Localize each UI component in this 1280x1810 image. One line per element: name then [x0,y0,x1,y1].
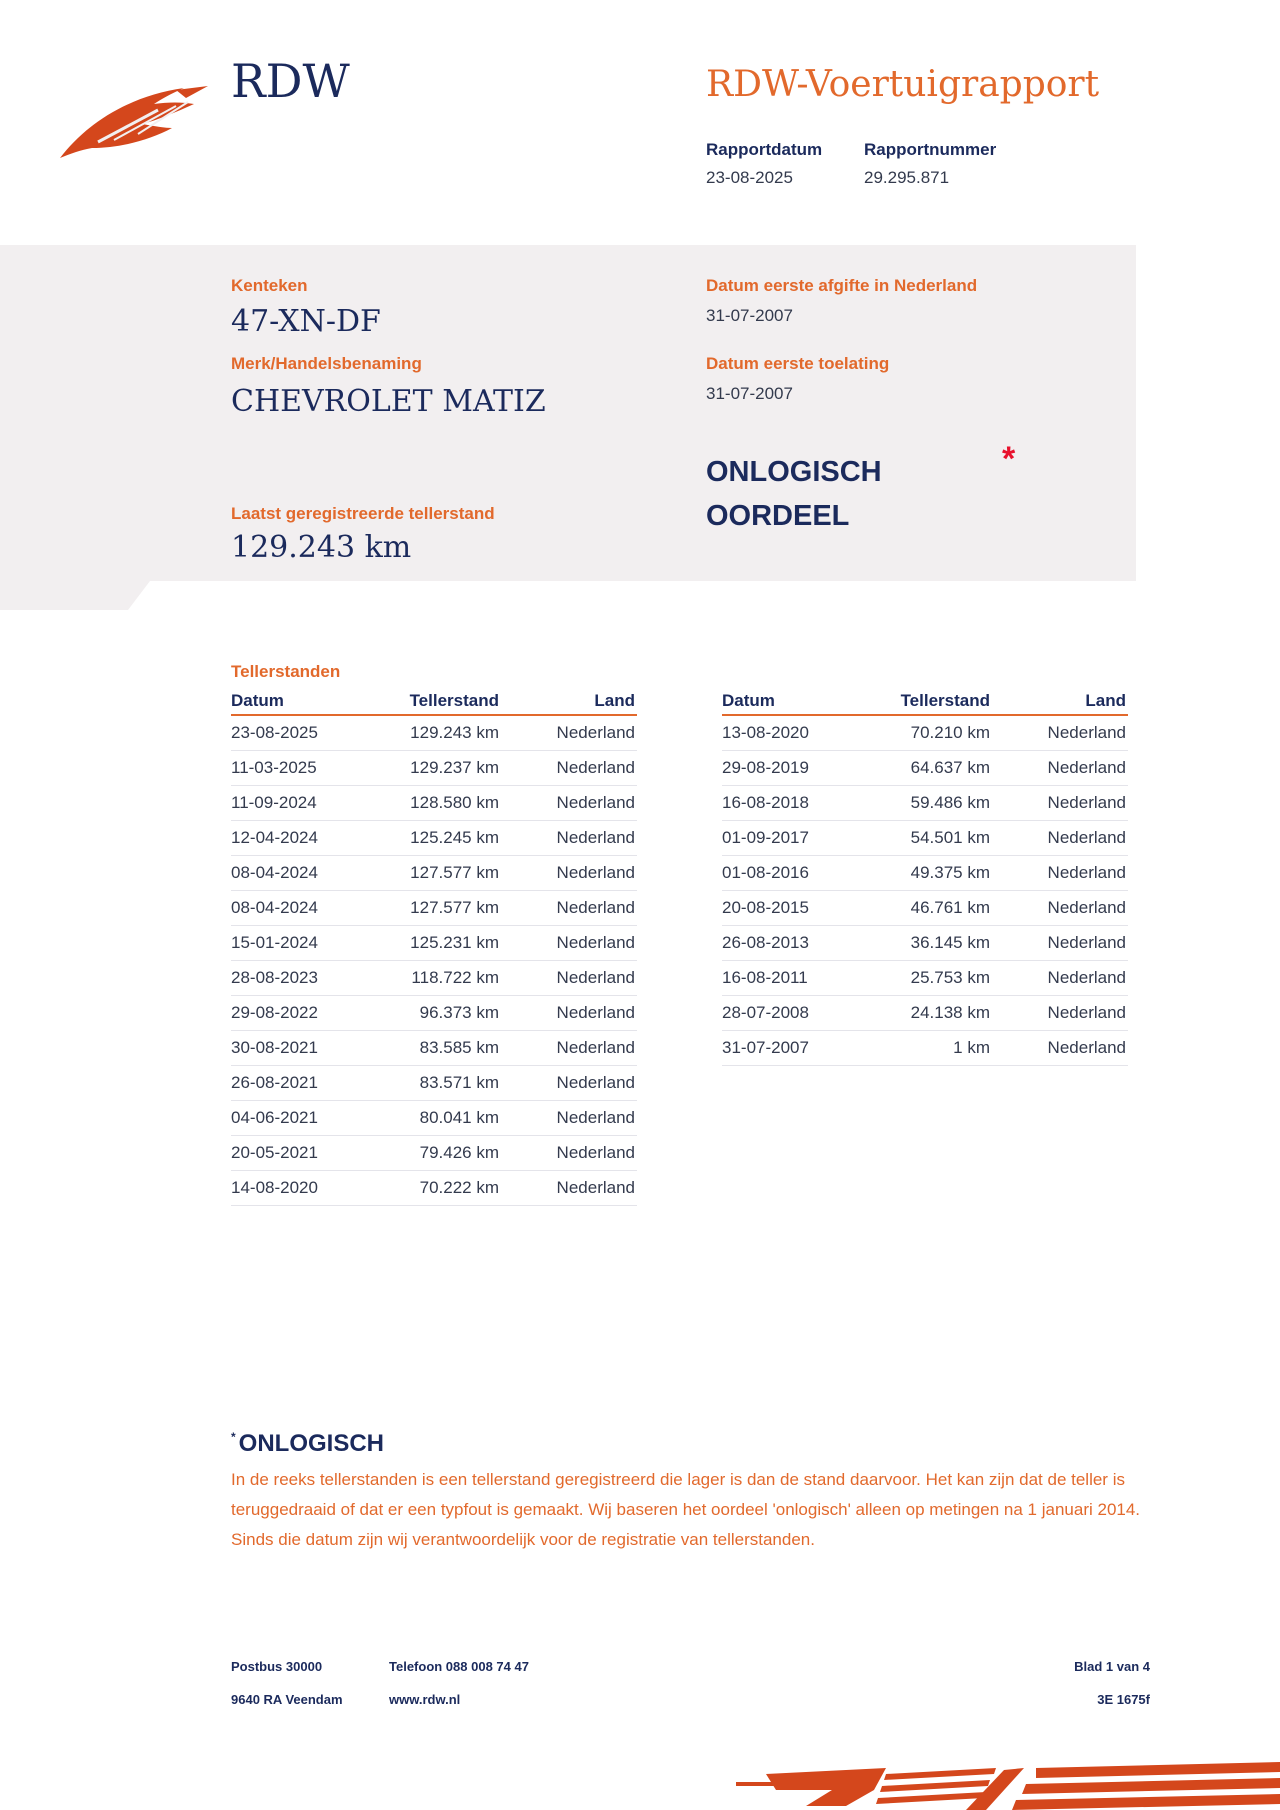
table-header [231,690,637,716]
cell-date: 20-05-2021 [231,1143,318,1162]
odometer-label: Laatst geregistreerde tellerstand [231,504,495,523]
cell-reading: 64.637 km [910,758,990,777]
cell-country: Nederland [556,863,635,882]
cell-reading: 54.501 km [910,828,990,847]
cell-date: 28-07-2008 [722,1003,809,1022]
cell-reading: 125.245 km [410,828,499,847]
table-row [722,856,1128,891]
readings-title: Tellerstanden [231,662,341,681]
make-label: Merk/Handelsbenaming [231,354,422,373]
cell-country: Nederland [1047,863,1126,882]
cell-date: 16-08-2018 [722,793,809,812]
report-title: RDW-Voertuigrapport [706,64,1100,105]
table-row [231,1136,637,1171]
cell-reading: 46.761 km [910,898,990,917]
cell-date: 14-08-2020 [231,1178,318,1197]
cell-date: 01-08-2016 [722,863,809,882]
plate-label: Kenteken [231,276,308,295]
cell-date: 11-03-2025 [231,758,317,777]
cell-country: Nederland [1047,723,1126,742]
plate-value: 47-XN-DF [231,304,381,339]
cell-country: Nederland [556,1003,635,1022]
table-row [231,1066,637,1101]
col-reading: Tellerstand [409,691,499,710]
table-row [231,716,637,751]
cell-reading: 36.145 km [910,933,990,952]
col-country: Land [1085,691,1126,710]
make-value: CHEVROLET MATIZ [231,384,546,419]
cell-country: Nederland [556,1108,635,1127]
table-row [231,856,637,891]
cell-country: Nederland [556,933,635,952]
rdw-feather-logo-icon [58,80,210,162]
table-row [722,1031,1128,1066]
footer-page: Blad 1 van 4 [1074,1659,1150,1674]
brand-name: RDW [231,54,350,108]
report-date: 23-08-2025 [706,168,793,187]
table-row [722,751,1128,786]
footer-website[interactable]: www.rdw.nl [389,1692,461,1707]
cell-reading: 127.577 km [410,898,499,917]
table-header [722,690,1128,716]
cell-country: Nederland [1047,828,1126,847]
cell-date: 23-08-2025 [231,723,318,742]
cell-reading: 125.231 km [410,933,499,952]
verdict-star: * [1002,440,1016,478]
table-row [231,786,637,821]
note-title [231,1430,384,1458]
report-number: 29.295.871 [864,168,950,187]
odometer-value: 129.243 km [231,530,412,565]
table-row [722,716,1128,751]
cell-date: 29-08-2022 [231,1003,318,1022]
cell-reading: 118.722 km [411,968,499,987]
table-row [722,821,1128,856]
cell-date: 31-07-2007 [722,1038,809,1057]
cell-date: 12-04-2024 [231,828,318,847]
cell-country: Nederland [1047,968,1126,987]
table-row [231,1101,637,1136]
cell-country: Nederland [1047,793,1126,812]
cell-reading: 83.571 km [419,1073,499,1092]
cell-date: 28-08-2023 [231,968,318,987]
col-date: Datum [722,691,775,710]
table-row [231,1031,637,1066]
cell-date: 08-04-2024 [231,863,318,882]
cell-reading: 79.426 km [419,1143,499,1162]
cell-reading: 129.237 km [410,758,499,777]
cell-date: 11-09-2024 [231,793,317,812]
cell-country: Nederland [556,723,635,742]
table-row [231,961,637,996]
cell-date: 26-08-2013 [722,933,809,952]
col-country: Land [594,691,635,710]
rdw-stripes-logo-icon [736,1760,1280,1810]
cell-country: Nederland [556,828,635,847]
note-text: In de reeks tellerstanden is een tellerstand geregistreerd die lager is dan de stand daarvoor. Het kan zijn dat de teller is teruggedraaid of dat er een typfout is gemaakt. Wij baseren het oordeel 'onlogisch' alleen op metingen na 1 januari 2014. Sinds die datum zijn wij verantwoordelijk voor de registratie van tellerstanden. [231,1470,1141,1549]
cell-date: 15-01-2024 [231,933,318,952]
cell-country: Nederland [1047,898,1126,917]
table-row [722,961,1128,996]
cell-country: Nederland [556,758,635,777]
cell-date: 26-08-2021 [231,1073,318,1092]
footer-code: 3E 1675f [1097,1692,1150,1707]
cell-date: 30-08-2021 [231,1038,318,1057]
col-reading: Tellerstand [900,691,990,710]
footer-city: 9640 RA Veendam [231,1692,343,1707]
cell-date: 16-08-2011 [722,968,808,987]
cell-reading: 49.375 km [910,863,990,882]
table-row [231,891,637,926]
cell-country: Nederland [556,1038,635,1057]
first-admission-value: 31-07-2007 [706,384,793,403]
table-row [231,996,637,1031]
cell-country: Nederland [1047,1038,1126,1057]
cell-country: Nederland [556,1178,635,1197]
col-date: Datum [231,691,284,710]
cell-date: 08-04-2024 [231,898,318,917]
verdict-line-2: OORDEEL [706,500,850,532]
cell-reading: 129.243 km [410,723,499,742]
verdict [706,450,882,538]
cell-date: 20-08-2015 [722,898,809,917]
cell-country: Nederland [556,1143,635,1162]
summary-band [0,245,1136,610]
cell-country: Nederland [556,1073,635,1092]
verdict-line-1: ONLOGISCH [706,456,882,488]
first-admission-label: Datum eerste toelating [706,354,890,373]
note-marker: * [231,1430,236,1444]
cell-reading: 1 km [953,1038,990,1057]
cell-reading: 80.041 km [419,1108,499,1127]
cell-date: 01-09-2017 [722,828,809,847]
cell-reading: 96.373 km [419,1003,499,1022]
footer-postbus: Postbus 30000 [231,1659,323,1674]
cell-country: Nederland [1047,758,1126,777]
table-row [231,926,637,961]
table-row [231,1171,637,1206]
cell-country: Nederland [556,898,635,917]
cell-reading: 128.580 km [410,793,499,812]
cell-reading: 25.753 km [910,968,990,987]
cell-reading: 127.577 km [410,863,499,882]
note-title-text: ONLOGISCH [238,1430,385,1457]
readings-table-right [722,690,1128,1066]
cell-reading: 24.138 km [910,1003,990,1022]
table-row [231,821,637,856]
cell-reading: 70.222 km [419,1178,499,1197]
table-row [722,786,1128,821]
report-number-label: Rapportnummer [864,140,997,159]
cell-date: 13-08-2020 [722,723,809,742]
table-row [722,891,1128,926]
cell-country: Nederland [1047,933,1126,952]
footer-phone: Telefoon 088 008 74 47 [389,1659,529,1674]
table-row [231,751,637,786]
report-date-label: Rapportdatum [706,140,823,159]
cell-date: 29-08-2019 [722,758,809,777]
cell-country: Nederland [1047,1003,1126,1022]
cell-reading: 59.486 km [910,793,990,812]
readings-table-left [231,690,637,1206]
table-row [722,996,1128,1031]
cell-country: Nederland [556,793,635,812]
cell-date: 04-06-2021 [231,1108,318,1127]
table-row [722,926,1128,961]
cell-reading: 70.210 km [910,723,990,742]
cell-reading: 83.585 km [419,1038,499,1057]
first-issue-nl-label: Datum eerste afgifte in Nederland [706,276,978,295]
first-issue-nl-value: 31-07-2007 [706,306,793,325]
cell-country: Nederland [556,968,635,987]
